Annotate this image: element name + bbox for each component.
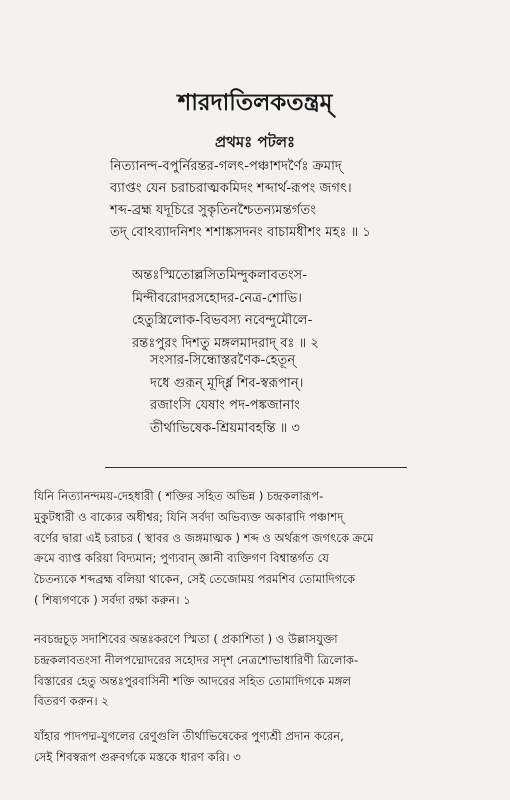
commentary-line: যিনি নিত্যানন্দময়-দেহধারী ( শক্তির সহিত অভিন্ন ) চন্দ্রকলারূপ- bbox=[34, 489, 324, 503]
commentary-line: মুকুটধারী ও বাক্যের অধীশ্বর; যিনি সর্বদা অভিব্যক্ত অকারাদি পঞ্চাশদ্ bbox=[34, 509, 344, 524]
verse-line: তীর্থাভিষেক-শ্রিয়মাবহন্তি ॥ ৩ bbox=[150, 420, 301, 436]
commentary-line: বিস্তারের হেতু অন্তঃপুরবাসিনী শক্তি আদরের সহিত তোমাদিগকে মঙ্গল bbox=[34, 673, 351, 688]
commentary-paragraph-1 bbox=[34, 486, 479, 611]
commentary-line: বর্ণের দ্বারা এই চরাচর ( স্থাবর ও জঙ্গমাত্মক ) শব্দ ও অর্থরূপ জগৎকে ক্রমে bbox=[34, 530, 374, 545]
commentary-line: যাঁহার পাদপদ্ম-যুগলের রেণুগুলি তীর্থাভিষেকের পুণ্যশ্রী প্রদান করেন, bbox=[34, 729, 344, 743]
verse-line: দধে গুরূন্ মূর্দ্ধ্নি শিব-স্বরূপান্। bbox=[150, 375, 304, 391]
verse-line: রন্তঃপুরং দিশতু মঙ্গলমাদরাদ্ বঃ ॥ ২ bbox=[132, 335, 319, 351]
verse-line: সংসার-সিন্ধোস্তরণৈক-হেতূন্ bbox=[150, 353, 296, 368]
verse-line: হেতুস্ত্রিলোক-বিভবস্য নবেন্দুমৌলে- bbox=[132, 313, 313, 328]
commentary-line: ক্রমে ব্যাপ্ত করিয়া বিদ্যমান; পুণ্যবান্ জ্ঞানী ব্যক্তিগণ বিশ্বান্তর্গত যে bbox=[34, 551, 329, 566]
verse-block-3 bbox=[150, 350, 495, 440]
verse-line: অন্তঃস্মিতোল্লসিতমিন্দুকলাবতংস- bbox=[132, 268, 307, 283]
commentary-line: নবচন্দ্রচূড় সদাশিবের অন্তঃকরণে স্মিতা ( প্রকাশিতা ) ও উল্লাসযুক্তা bbox=[34, 632, 338, 646]
commentary-line: বিতরণ করুন। ২ bbox=[34, 694, 109, 709]
verse-block-1 bbox=[110, 156, 495, 244]
commentary-line: চন্দ্রকলাবতংসা নীলপদ্মোদরের সহোদর সদৃশ নেত্রশোভাধারিণী ত্রিলোক- bbox=[34, 652, 359, 667]
verse-line: মিন্দীবরোদরসহোদর-নেত্র-শোভি। bbox=[132, 290, 303, 306]
verse-line: নিত্যানন্দ-বপুর্নিরন্তর-গলৎ-পঞ্চাশদর্ণৈঃ ক্রমাদ্ bbox=[110, 159, 342, 174]
commentary-line: ( শিষ্যগণকে ) সর্বদা রক্ষা করুন। ১ bbox=[34, 592, 191, 607]
verse-line: শব্দ-ব্রহ্ম যদূচিরে সুকৃতিনশ্চৈতন্যমন্তর্গতং bbox=[110, 203, 316, 218]
verse-block-2 bbox=[132, 265, 492, 355]
commentary-line: সেই শিবস্বরূপ গুরুবর্গকে মস্তকে ধারণ করি। ৩ bbox=[34, 749, 241, 764]
verse-line: রজাংসি যেষাং পদ-পঙ্কজানাং bbox=[150, 398, 300, 413]
commentary-paragraph-2 bbox=[34, 629, 479, 712]
commentary-paragraph-3 bbox=[34, 726, 479, 768]
divider-rule bbox=[105, 467, 407, 468]
verse-line: ব্যাপ্তং যেন চরাচরাত্মকমিদং শব্দার্থ-রূপং জগৎ। bbox=[110, 181, 352, 196]
chapter-heading: প্রথমঃ পটলঃ bbox=[215, 133, 295, 151]
commentary-line: চৈতন্যকে শব্দব্রহ্ম বলিয়া থাকেন, সেই তেজোময় পরমশিব তোমাদিগকে bbox=[34, 572, 356, 587]
page-title: শারদাতিলকতন্ত্রম্ bbox=[177, 90, 333, 116]
verse-line: তদ্ বোঽব্যাদনিশং শশাঙ্কসদনং বাচামধীশং মহঃ ॥ ১ bbox=[110, 225, 371, 240]
